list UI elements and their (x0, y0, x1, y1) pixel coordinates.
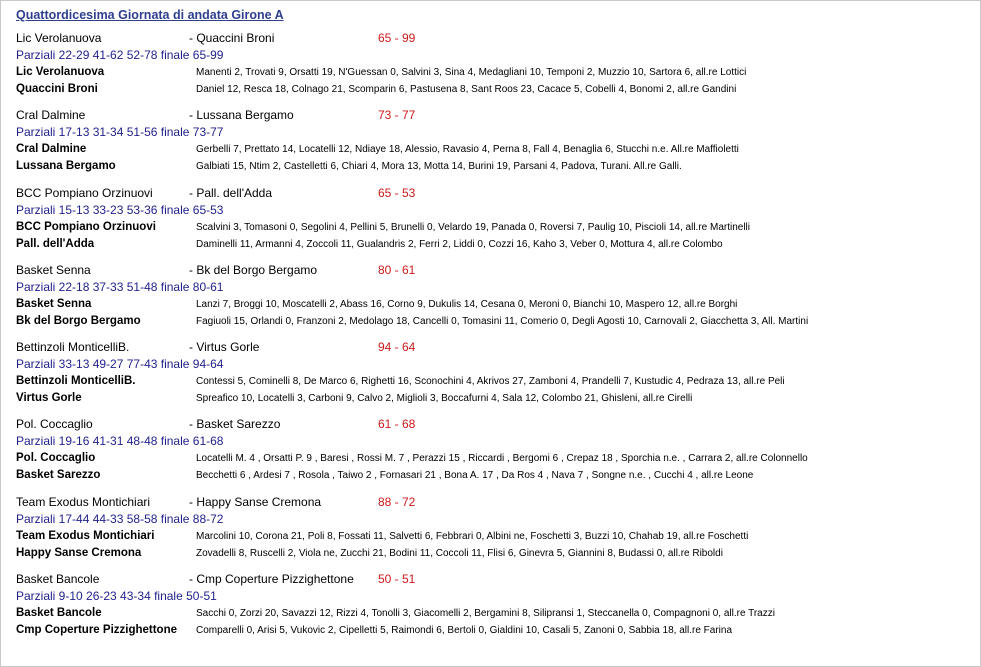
match-block (16, 263, 966, 331)
roster-players: Daniel 12, Resca 18, Colnago 21, Scomparin 6, Pastusena 8, Sant Roos 23, Cacace 5, Cobelli 4, Bonomi 2, all.re Gandini (196, 84, 737, 95)
match-header (16, 417, 966, 434)
home-roster (16, 451, 966, 468)
away-roster (16, 623, 966, 640)
partial-scores: Parziali 19-16 41-31 48-48 finale 61-68 (16, 434, 224, 448)
away-team: - Cmp Coperture Pizzighettone (189, 572, 354, 586)
final-score: 73 - 77 (378, 108, 416, 122)
final-score: 88 - 72 (378, 495, 416, 509)
final-score: 61 - 68 (378, 417, 416, 431)
home-team: BCC Pompiano Orzinuovi (16, 186, 153, 200)
home-team: Pol. Coccaglio (16, 417, 93, 431)
partial-scores: Parziali 22-18 37-33 51-48 finale 80-61 (16, 280, 224, 294)
home-roster (16, 529, 966, 546)
roster-team-name: Cral Dalmine (16, 143, 87, 155)
roster-players: Marcolini 10, Corona 21, Poli 8, Fossati 11, Salvetti 6, Febbrari 0, Albini ne, Foschetti 3, Buzzi 10, Chahab 19, all.re Foschetti (196, 531, 749, 542)
roster-players: Contessi 5, Cominelli 8, De Marco 6, Righetti 16, Sconochini 4, Akrivos 27, Zamboni 4, Prandelli 7, Kustudic 4, Pedraza 13, all.re Peli (196, 376, 785, 387)
roster-team-name: Lic Verolanuova (16, 66, 105, 78)
match-block (16, 572, 966, 640)
roster-team-name: Basket Sarezzo (16, 469, 101, 481)
away-roster (16, 314, 966, 331)
roster-players: Daminelli 11, Armanni 4, Zoccoli 11, Gualandris 2, Ferri 2, Liddi 0, Cozzi 16, Kaho 3, Veber 0, Mottura 4, all.re Colombo (196, 239, 723, 250)
roster-team-name: Basket Senna (16, 298, 92, 310)
home-team: Basket Senna (16, 263, 91, 277)
roster-players: Lanzi 7, Broggi 10, Moscatelli 2, Abass 16, Corno 9, Dukulis 14, Cesana 0, Meroni 0, Bianchi 10, Maspero 12, all.re Borghi (196, 299, 738, 310)
home-team: Lic Verolanuova (16, 31, 102, 45)
partial-scores: Parziali 15-13 33-23 53-36 finale 65-53 (16, 203, 224, 217)
away-roster (16, 237, 966, 254)
roster-players: Scalvini 3, Tomasoni 0, Segolini 4, Pellini 5, Brunelli 0, Velardo 19, Panada 0, Roversi 7, Paulig 10, Piscioli 14, all.re Martinelli (196, 222, 751, 233)
home-roster (16, 606, 966, 623)
home-roster (16, 374, 966, 391)
away-roster (16, 391, 966, 408)
roster-players: Fagiuoli 15, Orlandi 0, Franzoni 2, Medolago 18, Cancelli 0, Tomasini 11, Comerio 0, Degli Agosti 10, Carnovali 2, Giacchetta 3, All. Martini (196, 316, 809, 327)
roster-team-name: Basket Bancole (16, 607, 102, 619)
match-block (16, 340, 966, 408)
match-header (16, 495, 966, 512)
final-score: 50 - 51 (378, 572, 416, 586)
home-team: Bettinzoli MonticelliB. (16, 340, 130, 354)
page-title[interactable]: Quattordicesima Giornata di andata Girone A (16, 8, 284, 22)
final-score: 65 - 99 (378, 31, 416, 45)
match-header (16, 108, 966, 125)
roster-players: Becchetti 6 , Ardesi 7 , Rosola , Taiwo 2 , Fornasari 21 , Bona A. 17 , Da Ros 4 , Nava 7 , Songne n.e. , Cucchi 4 , all.re Leone (196, 470, 754, 481)
match-block (16, 417, 966, 485)
away-team: - Lussana Bergamo (189, 108, 294, 122)
final-score: 65 - 53 (378, 186, 416, 200)
partial-scores: Parziali 9-10 26-23 43-34 finale 50-51 (16, 589, 217, 603)
roster-team-name: Virtus Gorle (16, 392, 82, 404)
home-team: Cral Dalmine (16, 108, 86, 122)
match-block (16, 108, 966, 176)
partial-scores: Parziali 33-13 49-27 77-43 finale 94-64 (16, 357, 224, 371)
roster-team-name: Bk del Borgo Bergamo (16, 315, 141, 327)
match-header (16, 186, 966, 203)
final-score: 94 - 64 (378, 340, 416, 354)
home-team: Basket Bancole (16, 572, 100, 586)
roster-team-name: Pol. Coccaglio (16, 452, 96, 464)
home-roster (16, 297, 966, 314)
match-block (16, 186, 966, 254)
match-block (16, 495, 966, 563)
roster-players: Comparelli 0, Arisi 5, Vukovic 2, Cipelletti 5, Raimondi 6, Bertoli 0, Gialdini 10, Casali 5, Zanoni 0, Sabbia 18, all.re Farina (196, 625, 733, 636)
away-team: - Pall. dell'Adda (189, 186, 273, 200)
partial-scores: Parziali 17-44 44-33 58-58 finale 88-72 (16, 512, 224, 526)
roster-team-name: Quaccini Broni (16, 83, 98, 95)
away-roster (16, 546, 966, 563)
partial-scores: Parziali 22-29 41-62 52-78 finale 65-99 (16, 48, 224, 62)
match-header (16, 340, 966, 357)
roster-team-name: Pall. dell'Adda (16, 238, 95, 250)
partial-scores: Parziali 17-13 31-34 51-56 finale 73-77 (16, 125, 224, 139)
away-roster (16, 468, 966, 485)
roster-players: Galbiati 15, Ntim 2, Castelletti 6, Chiari 4, Mora 13, Motta 14, Burini 19, Parsani 4, Padova, Turani. All.re Galli. (196, 161, 682, 172)
roster-players: Spreafico 10, Locatelli 3, Carboni 9, Calvo 2, Miglioli 3, Boccafurni 4, Sala 12, Colombo 21, Ghisleni, all.re Cirelli (196, 393, 693, 404)
away-team: - Virtus Gorle (189, 340, 260, 354)
home-roster (16, 142, 966, 159)
match-block (16, 31, 966, 99)
away-team: - Happy Sanse Cremona (189, 495, 322, 509)
match-header (16, 31, 966, 48)
match-header (16, 572, 966, 589)
home-roster (16, 65, 966, 82)
away-team: - Basket Sarezzo (189, 417, 281, 431)
roster-team-name: Lussana Bergamo (16, 160, 116, 172)
final-score: 80 - 61 (378, 263, 416, 277)
roster-team-name: Cmp Coperture Pizzighettone (16, 624, 178, 636)
roster-players: Zovadelli 8, Ruscelli 2, Viola ne, Zucchi 21, Bodini 11, Coccoli 11, Flisi 6, Ginevra 5, Giannini 8, Budassi 0, all.re Riboldi (196, 548, 723, 559)
away-team: - Bk del Borgo Bergamo (189, 263, 318, 277)
roster-team-name: BCC Pompiano Orzinuovi (16, 221, 156, 233)
roster-players: Locatelli M. 4 , Orsatti P. 9 , Baresi , Rossi M. 7 , Perazzi 15 , Riccardi , Bergomi 6 , Crepaz 18 , Sporchia n.e. , Carrara 2, all.re Colonnello (196, 453, 808, 464)
roster-players: Sacchi 0, Zorzi 20, Savazzi 12, Rizzi 4, Tonolli 3, Giacomelli 2, Bergamini 8, Silipransi 1, Steccanella 0, Compagnoni 0, all.re Trazzi (196, 608, 775, 619)
away-roster (16, 159, 966, 176)
home-roster (16, 220, 966, 237)
roster-team-name: Team Exodus Montichiari (16, 530, 155, 542)
roster-team-name: Bettinzoli MonticelliB. (16, 375, 136, 387)
away-team: - Quaccini Broni (189, 31, 275, 45)
roster-players: Manenti 2, Trovati 9, Orsatti 19, N'Guessan 0, Salvini 3, Sina 4, Medagliani 10, Temponi 2, Muzzio 10, Sartora 6, all.re Lottici (196, 67, 747, 78)
match-header (16, 263, 966, 280)
roster-team-name: Happy Sanse Cremona (16, 547, 142, 559)
roster-players: Gerbelli 7, Prettato 14, Locatelli 12, Ndiaye 18, Alessio, Ravasio 4, Perna 8, Fall 4, Benaglia 6, Stucchi n.e. All.re Maffioletti (196, 144, 739, 155)
home-team: Team Exodus Montichiari (16, 495, 151, 509)
away-roster (16, 82, 966, 99)
